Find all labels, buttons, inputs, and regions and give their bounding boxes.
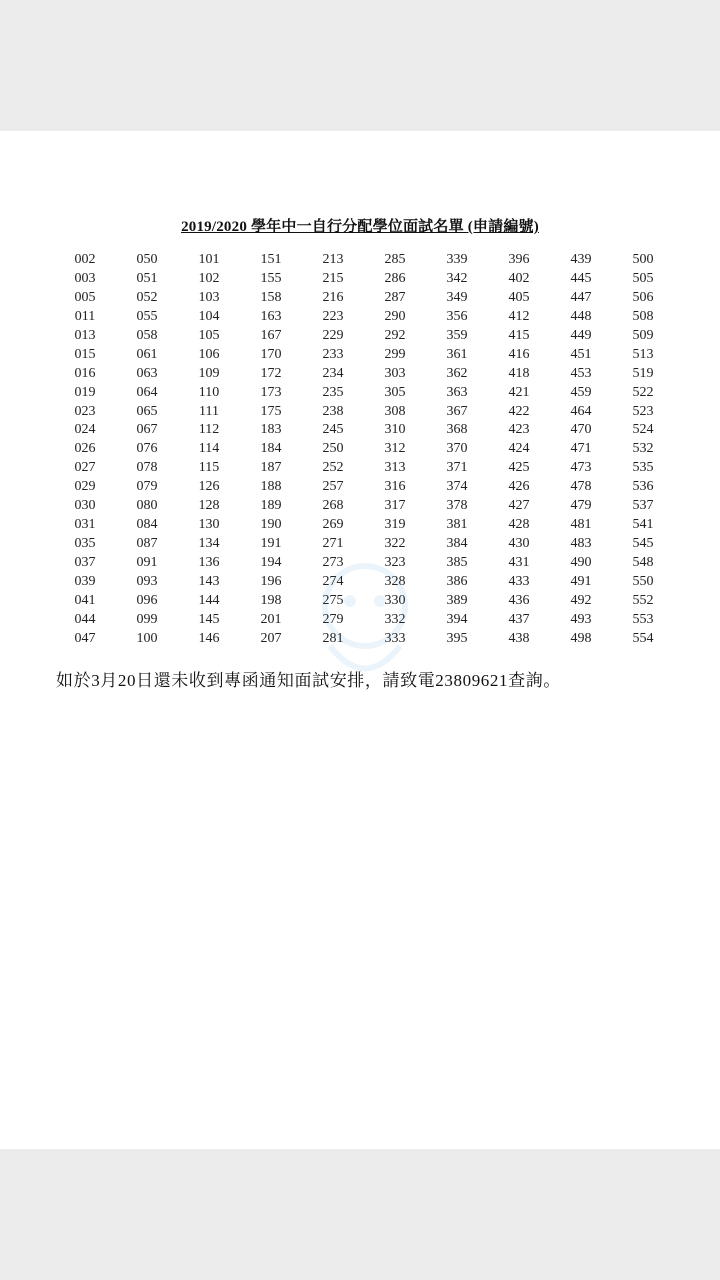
application-number-cell: 190 [260,517,282,533]
application-number-cell: 422 [508,403,530,419]
application-number-cell: 550 [632,573,654,589]
application-number-cell: 535 [632,460,654,476]
application-number-cell: 319 [384,517,406,533]
application-number-cell: 184 [260,441,282,457]
application-number-cell: 459 [570,384,592,400]
application-number-cell: 109 [198,365,220,381]
application-number-cell: 196 [260,573,282,589]
application-number-cell: 037 [74,555,96,570]
application-number-cell: 438 [508,630,530,646]
application-number-cell: 104 [198,308,220,324]
application-number-cell: 363 [446,384,468,400]
application-number-cell: 541 [632,517,654,533]
application-number-cell: 424 [508,441,530,457]
viewer-top-bar [0,0,720,131]
application-number-cell: 552 [632,592,654,608]
application-number-cell: 322 [384,536,406,552]
application-number-cell: 303 [384,365,406,381]
application-number-cell: 447 [570,289,592,305]
application-number-cell: 479 [570,498,592,514]
application-number-cell: 163 [260,308,282,324]
application-number-cell: 359 [446,327,468,343]
application-number-cell: 402 [508,270,530,286]
document-page[interactable] [0,131,720,1149]
application-number-cell: 084 [136,517,158,533]
application-number-cell: 332 [384,611,406,627]
application-number-cell: 418 [508,365,530,381]
application-number-cell: 519 [632,365,654,381]
application-number-cell: 323 [384,555,406,570]
application-number-cell: 051 [136,270,158,286]
application-number-cell: 128 [198,498,220,514]
application-number-cell: 027 [74,460,96,476]
application-number-cell: 491 [570,573,592,589]
application-number-table [54,251,674,649]
application-number-cell: 328 [384,573,406,589]
application-number-cell: 091 [136,555,158,570]
application-number-cell: 416 [508,346,530,362]
application-number-cell: 269 [322,517,344,533]
application-number-cell: 423 [508,422,530,438]
application-number-cell: 183 [260,422,282,438]
application-number-cell: 279 [322,611,344,627]
application-number-cell: 281 [322,630,344,646]
application-number-cell: 011 [74,308,96,324]
application-number-cell: 067 [136,422,158,438]
application-number-cell: 412 [508,308,530,324]
application-number-cell: 310 [384,422,406,438]
application-number-cell: 273 [322,555,344,570]
application-number-cell: 286 [384,270,406,286]
contact-note: 如於3月20日還未收到專函通知面試安排，請致電23809621查詢。 [56,671,561,690]
application-number-cell: 172 [260,365,282,381]
application-number-cell: 250 [322,441,344,457]
application-number-cell: 136 [198,555,220,570]
application-number-cell: 389 [446,592,468,608]
application-number-cell: 554 [632,630,654,646]
application-number-cell: 167 [260,327,282,343]
application-number-cell: 026 [74,441,96,457]
application-number-cell: 126 [198,479,220,495]
application-number-cell: 188 [260,479,282,495]
application-number-cell: 381 [446,517,468,533]
application-number-cell: 285 [384,252,406,267]
application-number-cell: 151 [260,252,282,267]
application-number-cell: 106 [198,346,220,362]
application-number-cell: 330 [384,592,406,608]
application-number-cell: 505 [632,270,654,286]
application-number-cell: 130 [198,517,220,533]
application-number-cell: 299 [384,346,406,362]
application-number-cell: 274 [322,573,344,589]
application-number-cell: 425 [508,460,530,476]
application-number-cell: 349 [446,289,468,305]
application-number-cell: 532 [632,441,654,457]
application-number-cell: 370 [446,441,468,457]
application-number-cell: 553 [632,611,654,627]
application-number-cell: 102 [198,270,220,286]
application-number-cell: 016 [74,365,96,381]
application-number-cell: 080 [136,498,158,514]
application-number-cell: 096 [136,592,158,608]
application-number-cell: 290 [384,308,406,324]
application-number-cell: 367 [446,403,468,419]
application-number-cell: 087 [136,536,158,552]
application-number-cell: 490 [570,555,592,570]
application-number-cell: 428 [508,517,530,533]
application-number-cell: 305 [384,384,406,400]
application-number-cell: 079 [136,479,158,495]
application-number-cell: 436 [508,592,530,608]
application-number-cell: 194 [260,555,282,570]
application-number-cell: 015 [74,346,96,362]
application-number-cell: 513 [632,346,654,362]
application-number-cell: 481 [570,517,592,533]
application-number-cell: 275 [322,592,344,608]
application-number-cell: 537 [632,498,654,514]
application-number-cell: 268 [322,498,344,514]
application-number-cell: 213 [322,252,344,267]
application-number-cell: 464 [570,403,592,419]
application-number-cell: 233 [322,346,344,362]
application-number-cell: 252 [322,460,344,476]
application-number-cell: 483 [570,536,592,552]
application-number-cell: 524 [632,422,654,438]
application-number-cell: 374 [446,479,468,495]
application-number-cell: 114 [198,441,220,457]
application-number-cell: 470 [570,422,592,438]
application-number-cell: 361 [446,346,468,362]
application-number-cell: 449 [570,327,592,343]
application-number-cell: 421 [508,384,530,400]
application-number-cell: 292 [384,327,406,343]
application-number-cell: 207 [260,630,282,646]
application-number-cell: 415 [508,327,530,343]
application-number-cell: 055 [136,308,158,324]
application-number-cell: 522 [632,384,654,400]
application-number-cell: 134 [198,536,220,552]
application-number-cell: 378 [446,498,468,514]
application-number-cell: 158 [260,289,282,305]
application-number-cell: 394 [446,611,468,627]
application-number-cell: 431 [508,555,530,570]
application-number-cell: 035 [74,536,96,552]
application-number-cell: 333 [384,630,406,646]
application-number-cell: 427 [508,498,530,514]
application-number-cell: 396 [508,252,530,267]
application-number-cell: 170 [260,346,282,362]
application-number-cell: 385 [446,555,468,570]
viewer-bottom-bar [0,1149,720,1280]
application-number-cell: 308 [384,403,406,419]
application-number-cell: 076 [136,441,158,457]
application-number-cell: 093 [136,573,158,589]
application-number-cell: 384 [446,536,468,552]
application-number-cell: 548 [632,555,654,570]
application-number-cell: 368 [446,422,468,438]
application-number-cell: 019 [74,384,96,400]
application-number-cell: 238 [322,403,344,419]
application-number-cell: 103 [198,289,220,305]
application-number-cell: 405 [508,289,530,305]
application-number-cell: 509 [632,327,654,343]
application-number-cell: 216 [322,289,344,305]
application-number-cell: 433 [508,573,530,589]
application-number-cell: 115 [198,460,220,476]
application-number-cell: 448 [570,308,592,324]
application-number-cell: 313 [384,460,406,476]
application-number-cell: 371 [446,460,468,476]
application-number-cell: 536 [632,479,654,495]
application-number-cell: 362 [446,365,468,381]
application-number-cell: 523 [632,403,654,419]
application-number-cell: 312 [384,441,406,457]
application-number-cell: 257 [322,479,344,495]
application-number-cell: 041 [74,592,96,608]
application-number-cell: 105 [198,327,220,343]
application-number-cell: 061 [136,346,158,362]
application-number-cell: 317 [384,498,406,514]
application-number-cell: 201 [260,611,282,627]
application-number-cell: 223 [322,308,344,324]
application-number-cell: 112 [198,422,220,438]
application-number-cell: 234 [322,365,344,381]
application-number-cell: 395 [446,630,468,646]
application-number-cell: 031 [74,517,96,533]
application-number-cell: 058 [136,327,158,343]
application-number-cell: 111 [199,403,219,419]
application-number-cell: 024 [74,422,96,438]
application-number-cell: 215 [322,270,344,286]
application-number-cell: 339 [446,252,468,267]
application-number-cell: 508 [632,308,654,324]
application-number-cell: 198 [260,592,282,608]
application-number-cell: 189 [260,498,282,514]
application-number-cell: 342 [446,270,468,286]
application-number-cell: 146 [198,630,220,646]
application-number-cell: 478 [570,479,592,495]
application-number-cell: 023 [74,403,96,419]
application-number-cell: 052 [136,289,158,305]
application-number-cell: 386 [446,573,468,589]
application-number-cell: 003 [74,270,96,286]
application-number-cell: 029 [74,479,96,495]
application-number-cell: 229 [322,327,344,343]
application-number-cell: 099 [136,611,158,627]
application-number-cell: 175 [260,403,282,419]
application-number-cell: 078 [136,460,158,476]
application-number-cell: 173 [260,384,282,400]
application-number-cell: 356 [446,308,468,324]
application-number-cell: 145 [198,611,220,627]
document-title: 2019/2020 學年中一自行分配學位面試名單 (申請編號) [181,219,539,235]
application-number-cell: 451 [570,346,592,362]
application-number-cell: 430 [508,536,530,552]
application-number-cell: 235 [322,384,344,400]
application-number-cell: 065 [136,403,158,419]
application-number-cell: 287 [384,289,406,305]
application-number-cell: 437 [508,611,530,627]
application-number-cell: 013 [74,327,96,343]
application-number-cell: 144 [198,592,220,608]
application-number-cell: 493 [570,611,592,627]
application-number-cell: 492 [570,592,592,608]
application-number-cell: 445 [570,270,592,286]
application-number-cell: 143 [198,573,220,589]
application-number-cell: 050 [136,252,158,267]
application-number-cell: 047 [74,630,96,646]
application-number-cell: 316 [384,479,406,495]
application-number-cell: 471 [570,441,592,457]
application-number-cell: 426 [508,479,530,495]
application-number-cell: 155 [260,270,282,286]
application-number-cell: 187 [260,460,282,476]
application-number-cell: 439 [570,252,592,267]
application-number-cell: 039 [74,573,96,589]
application-number-cell: 030 [74,498,96,514]
application-number-cell: 500 [632,252,654,267]
application-number-cell: 002 [74,252,96,267]
application-number-cell: 064 [136,384,158,400]
application-number-cell: 506 [632,289,654,305]
application-number-cell: 100 [136,630,158,646]
application-number-cell: 545 [632,536,654,552]
application-number-cell: 110 [198,384,220,400]
application-number-cell: 063 [136,365,158,381]
application-number-cell: 191 [260,536,282,552]
application-number-cell: 453 [570,365,592,381]
application-number-cell: 271 [322,536,344,552]
application-number-cell: 498 [570,630,592,646]
application-number-cell: 245 [322,422,344,438]
application-number-cell: 101 [198,252,220,267]
application-number-cell: 005 [74,289,96,305]
application-number-cell: 044 [74,611,96,627]
application-number-cell: 473 [570,460,592,476]
